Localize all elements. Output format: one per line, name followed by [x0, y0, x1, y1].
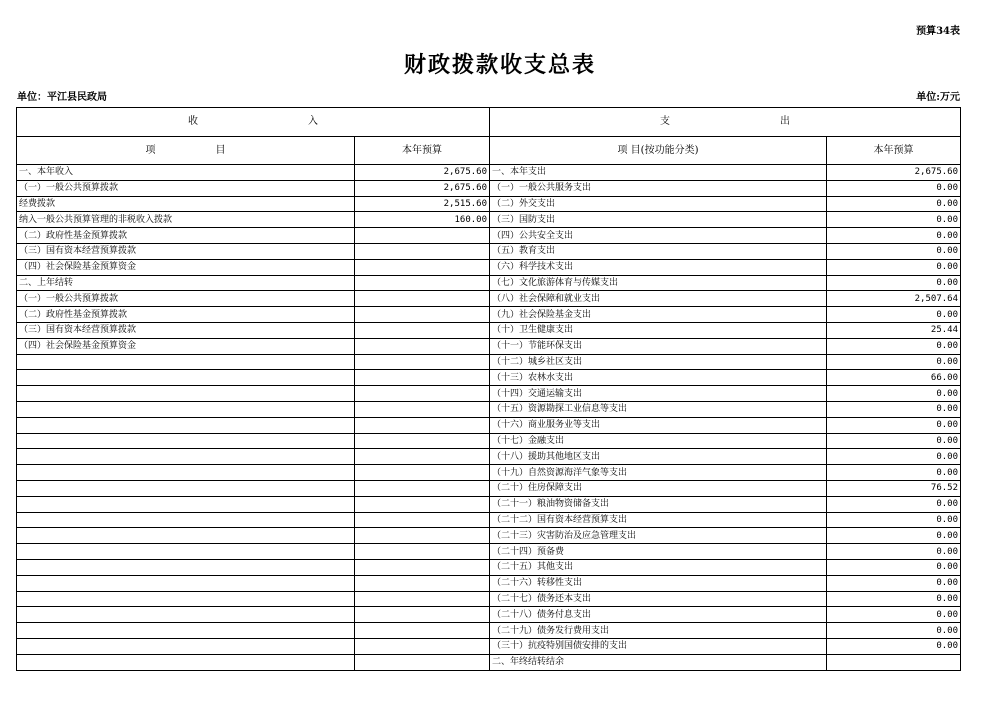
- expense-value-cell: 76.52: [827, 480, 961, 496]
- table-row: [17, 559, 961, 575]
- expense-value-cell: 0.00: [827, 607, 961, 623]
- expense-value-cell: 0.00: [827, 638, 961, 654]
- expense-item-cell: （二十一）粮油物资储备支出: [490, 496, 827, 512]
- income-item-cell: [17, 512, 355, 528]
- expense-header: 支出: [490, 108, 961, 137]
- expense-item-cell: （八）社会保障和就业支出: [490, 291, 827, 307]
- expense-value-cell: [827, 654, 961, 670]
- expense-value-cell: 0.00: [827, 559, 961, 575]
- income-value-cell: [355, 607, 490, 623]
- income-value-cell: [355, 559, 490, 575]
- expense-item-cell: （十七）金融支出: [490, 433, 827, 449]
- income-item-cell: [17, 386, 355, 402]
- table-row: [17, 623, 961, 639]
- table-row: [17, 607, 961, 623]
- table-row: [17, 165, 961, 181]
- expense-value-cell: 0.00: [827, 417, 961, 433]
- expense-item-cell: （六）科学技术支出: [490, 259, 827, 275]
- income-value-cell: [355, 307, 490, 323]
- expense-value-cell: 0.00: [827, 243, 961, 259]
- income-item-cell: [17, 623, 355, 639]
- table-row: [17, 417, 961, 433]
- expense-value-cell: 0.00: [827, 496, 961, 512]
- expense-item-cell: （七）文化旅游体育与传媒支出: [490, 275, 827, 291]
- income-value-cell: [355, 575, 490, 591]
- income-item-cell: [17, 544, 355, 560]
- table-row: [17, 480, 961, 496]
- expense-item-cell: 一、本年支出: [490, 165, 827, 181]
- table-row: [17, 338, 961, 354]
- income-item-cell: [17, 638, 355, 654]
- expense-value-cell: 0.00: [827, 528, 961, 544]
- table-body: [17, 165, 961, 671]
- table-row: [17, 401, 961, 417]
- table-row: [17, 228, 961, 244]
- expense-item-cell: （十八）援助其他地区支出: [490, 449, 827, 465]
- table-row: [17, 575, 961, 591]
- expense-item-cell: （十三）农林水支出: [490, 370, 827, 386]
- expense-item-cell: （十一）节能环保支出: [490, 338, 827, 354]
- expense-item-cell: 二、年终结转结余: [490, 654, 827, 670]
- table-row: [17, 322, 961, 338]
- page-title: 财政拨款收支总表: [403, 52, 596, 78]
- income-value-cell: [355, 433, 490, 449]
- expense-item-cell: （一）一般公共服务支出: [490, 180, 827, 196]
- expense-item-cell: （二）外交支出: [490, 196, 827, 212]
- table-row: [17, 449, 961, 465]
- expense-value-cell: 0.00: [827, 275, 961, 291]
- income-item-cell: 纳入一般公共预算管理的非税收入拨款: [17, 212, 355, 228]
- expense-item-cell: （五）教育支出: [490, 243, 827, 259]
- income-value-cell: [355, 354, 490, 370]
- expense-value-cell: 0.00: [827, 386, 961, 402]
- income-value-cell: [355, 417, 490, 433]
- table-row: [17, 528, 961, 544]
- income-value-cell: 2,675.60: [355, 165, 490, 181]
- table-row: [17, 496, 961, 512]
- income-item-cell: [17, 370, 355, 386]
- income-value-cell: [355, 322, 490, 338]
- income-value-cell: [355, 512, 490, 528]
- income-item-cell: （三）国有资本经营预算拨款: [17, 243, 355, 259]
- table-row: [17, 433, 961, 449]
- table-row: [17, 180, 961, 196]
- income-item-cell: [17, 559, 355, 575]
- table-row: [17, 354, 961, 370]
- income-value-cell: [355, 338, 490, 354]
- expense-value-cell: 0.00: [827, 228, 961, 244]
- income-item-cell: [17, 465, 355, 481]
- col-budget-header: 本年预算: [355, 137, 490, 165]
- income-item-cell: （二）政府性基金预算拨款: [17, 307, 355, 323]
- income-item-cell: [17, 480, 355, 496]
- table-row: [17, 591, 961, 607]
- expense-value-cell: 0.00: [827, 544, 961, 560]
- income-value-cell: [355, 654, 490, 670]
- form-code: 预算34表: [916, 26, 960, 37]
- income-value-cell: [355, 591, 490, 607]
- income-value-cell: [355, 401, 490, 417]
- table-row: [17, 307, 961, 323]
- income-value-cell: [355, 291, 490, 307]
- expense-item-cell: （二十四）预备费: [490, 544, 827, 560]
- table-row: [17, 275, 961, 291]
- income-value-cell: [355, 480, 490, 496]
- income-item-cell: （四）社会保险基金预算资金: [17, 338, 355, 354]
- expense-value-cell: 0.00: [827, 180, 961, 196]
- expense-value-cell: 0.00: [827, 338, 961, 354]
- income-item-cell: [17, 528, 355, 544]
- income-item-cell: [17, 354, 355, 370]
- expense-value-cell: 0.00: [827, 591, 961, 607]
- table-row: [17, 212, 961, 228]
- expense-value-cell: 0.00: [827, 575, 961, 591]
- income-item-cell: [17, 433, 355, 449]
- expense-value-cell: 0.00: [827, 401, 961, 417]
- expense-value-cell: 0.00: [827, 449, 961, 465]
- budget-table: [16, 107, 961, 671]
- expense-value-cell: 0.00: [827, 623, 961, 639]
- table-row: [17, 259, 961, 275]
- expense-value-cell: 0.00: [827, 212, 961, 228]
- expense-value-cell: 2,507.64: [827, 291, 961, 307]
- expense-value-cell: 0.00: [827, 465, 961, 481]
- expense-value-cell: 0.00: [827, 307, 961, 323]
- expense-item-cell: （二十九）债务发行费用支出: [490, 623, 827, 639]
- table-row: [17, 465, 961, 481]
- col-item-header: 项目: [17, 137, 355, 165]
- expense-item-cell: （二十三）灾害防治及应急管理支出: [490, 528, 827, 544]
- income-item-cell: 经费拨款: [17, 196, 355, 212]
- income-item-cell: [17, 449, 355, 465]
- income-item-cell: [17, 591, 355, 607]
- income-value-cell: [355, 638, 490, 654]
- expense-item-cell: （三）国防支出: [490, 212, 827, 228]
- expense-item-cell: （十）卫生健康支出: [490, 322, 827, 338]
- income-value-cell: [355, 496, 490, 512]
- income-item-cell: （三）国有资本经营预算拨款: [17, 322, 355, 338]
- income-value-cell: [355, 623, 490, 639]
- col-budget2-header: 本年预算: [827, 137, 961, 165]
- expense-item-cell: （十四）交通运输支出: [490, 386, 827, 402]
- expense-item-cell: （四）公共安全支出: [490, 228, 827, 244]
- income-value-cell: [355, 386, 490, 402]
- income-value-cell: [355, 259, 490, 275]
- income-item-cell: 二、上年结转: [17, 275, 355, 291]
- expense-value-cell: 2,675.60: [827, 165, 961, 181]
- expense-item-cell: （二十五）其他支出: [490, 559, 827, 575]
- table-row: [17, 512, 961, 528]
- expense-item-cell: （二十）住房保障支出: [490, 480, 827, 496]
- income-item-cell: （二）政府性基金预算拨款: [17, 228, 355, 244]
- income-item-cell: [17, 575, 355, 591]
- expense-item-cell: （二十八）债务付息支出: [490, 607, 827, 623]
- expense-value-cell: 66.00: [827, 370, 961, 386]
- income-value-cell: [355, 528, 490, 544]
- income-value-cell: 2,675.60: [355, 180, 490, 196]
- table-row: [17, 654, 961, 670]
- expense-value-cell: 25.44: [827, 322, 961, 338]
- expense-item-cell: （二十七）债务还本支出: [490, 591, 827, 607]
- table-row: [17, 243, 961, 259]
- table-row: [17, 196, 961, 212]
- expense-item-cell: （九）社会保险基金支出: [490, 307, 827, 323]
- unit-currency: 单位:万元: [916, 92, 960, 103]
- expense-item-cell: （二十六）转移性支出: [490, 575, 827, 591]
- income-value-cell: [355, 243, 490, 259]
- expense-value-cell: 0.00: [827, 196, 961, 212]
- income-header: 收入: [17, 108, 490, 137]
- expense-item-cell: （二十二）国有资本经营预算支出: [490, 512, 827, 528]
- expense-item-cell: （十六）商业服务业等支出: [490, 417, 827, 433]
- expense-value-cell: 0.00: [827, 433, 961, 449]
- expense-item-cell: （十五）资源勘探工业信息等支出: [490, 401, 827, 417]
- income-item-cell: （四）社会保险基金预算资金: [17, 259, 355, 275]
- col-item-func-header: 项 目(按功能分类): [490, 137, 827, 165]
- income-value-cell: 160.00: [355, 212, 490, 228]
- expense-item-cell: （十九）自然资源海洋气象等支出: [490, 465, 827, 481]
- expense-item-cell: （十二）城乡社区支出: [490, 354, 827, 370]
- income-value-cell: [355, 275, 490, 291]
- income-item-cell: 一、本年收入: [17, 165, 355, 181]
- income-item-cell: [17, 496, 355, 512]
- income-item-cell: [17, 401, 355, 417]
- table-row: [17, 544, 961, 560]
- income-item-cell: [17, 654, 355, 670]
- expense-value-cell: 0.00: [827, 354, 961, 370]
- income-item-cell: [17, 417, 355, 433]
- income-value-cell: [355, 449, 490, 465]
- income-item-cell: （一）一般公共预算拨款: [17, 291, 355, 307]
- table-row: [17, 291, 961, 307]
- income-item-cell: （一）一般公共预算拨款: [17, 180, 355, 196]
- expense-item-cell: （三十）抗疫特别国债安排的支出: [490, 638, 827, 654]
- expense-value-cell: 0.00: [827, 512, 961, 528]
- income-value-cell: [355, 228, 490, 244]
- income-item-cell: [17, 607, 355, 623]
- expense-value-cell: 0.00: [827, 259, 961, 275]
- table-row: [17, 370, 961, 386]
- income-value-cell: [355, 370, 490, 386]
- income-value-cell: [355, 465, 490, 481]
- table-row: [17, 386, 961, 402]
- unit-department: 单位：平江县民政局: [17, 92, 107, 103]
- income-value-cell: 2,515.60: [355, 196, 490, 212]
- income-value-cell: [355, 544, 490, 560]
- table-row: [17, 638, 961, 654]
